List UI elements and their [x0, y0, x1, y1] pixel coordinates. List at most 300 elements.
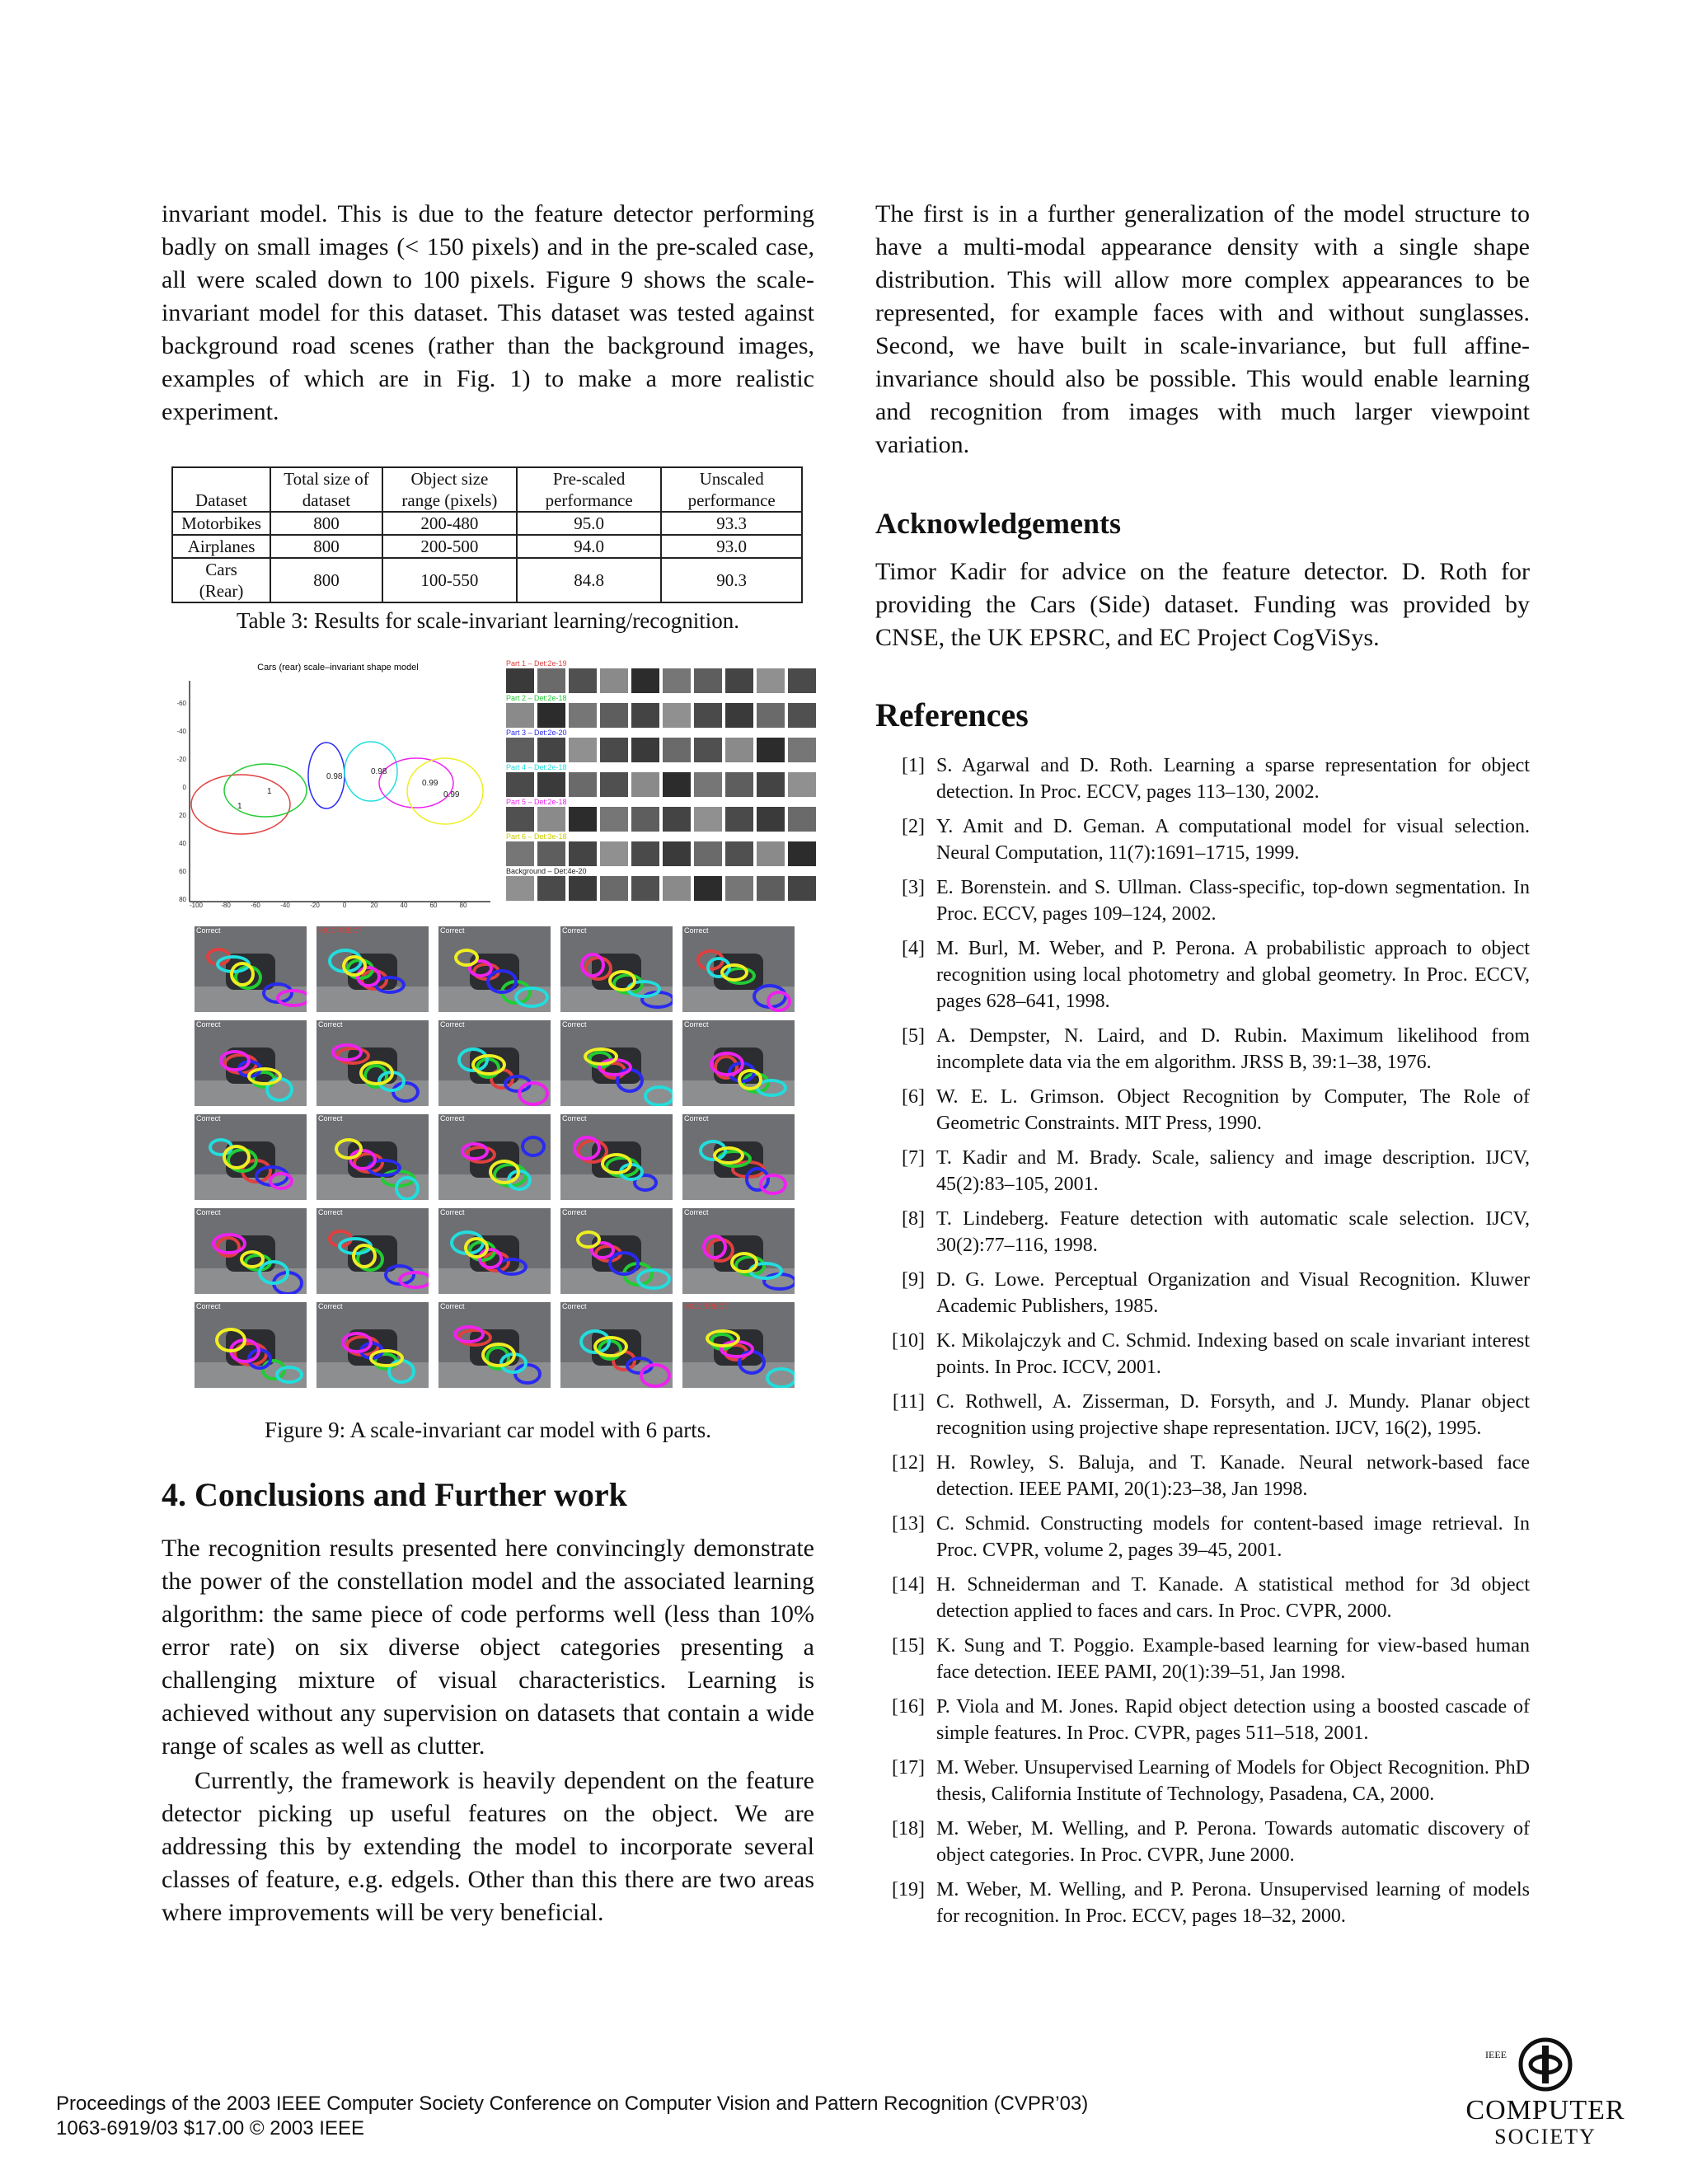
detection-thumbnail: [195, 1020, 307, 1106]
detection-ellipse: [212, 1233, 246, 1254]
table-cell: Cars (Rear): [172, 558, 270, 602]
x-tick-label: 80: [459, 902, 467, 908]
x-tick-label: -80: [221, 902, 231, 908]
thumbnail-label: Correct: [684, 1208, 709, 1216]
detection-thumbnail: [316, 1302, 429, 1388]
reference-item: [875, 1633, 1530, 1685]
thumbnail-label: Correct: [562, 1114, 587, 1122]
feature-patch: [663, 876, 691, 901]
feature-patch: [725, 772, 753, 797]
reference-number: [9]: [902, 1269, 925, 1291]
feature-patch: [569, 841, 597, 866]
reference-text: M. Weber, M. Welling, and P. Perona. Unsupervised learning of models for recognition. In Proc. ECCV, pages 18–32, 2000.: [936, 1879, 1530, 1927]
table-caption: Table 3: Results for scale-invariant learning/recognition.: [237, 608, 739, 633]
detection-ellipse: [518, 1081, 549, 1106]
part-label: Part 3 – Det:2e-20: [506, 729, 567, 737]
ellipse-label: 1: [267, 787, 272, 796]
table-cell: 800: [270, 535, 382, 558]
future-work-paragraph: The first is in a further generalization of the model structure to have a multi-modal appearance density with a single shape distribution. This will allow more complex appearances to be represented, for example faces with and without sunglasses. Second, we have built in scale-invariance, but full affine-invariance should also be possible. This would enable learning and recognition from images with much larger viewpoint variation.: [875, 200, 1530, 458]
detection-ellipse: [580, 953, 605, 977]
ieee-logo-icon: [1517, 2036, 1574, 2093]
part-label: Part 2 – Det:2e-18: [506, 694, 567, 702]
detection-ellipse: [215, 1328, 246, 1352]
table-row: [172, 535, 802, 558]
table-header: Dataset: [172, 467, 270, 512]
feature-patch: [506, 876, 534, 901]
reference-item: [875, 1694, 1530, 1746]
thumbnail-label: Correct: [684, 1114, 709, 1122]
detection-thumbnail: [438, 1302, 551, 1388]
feature-patch: [788, 738, 816, 762]
reference-item: [875, 1816, 1530, 1868]
left-column: [162, 198, 814, 429]
reference-number: [2]: [902, 816, 925, 837]
table-cell: 800: [270, 512, 382, 535]
conclusions-section: [162, 1475, 814, 1929]
feature-patch: [537, 772, 565, 797]
reference-item: [875, 813, 1530, 866]
feature-patch: [663, 703, 691, 728]
feature-patch: [663, 772, 691, 797]
figure-caption: Figure 9: A scale-invariant car model with 6 parts.: [264, 1418, 712, 1442]
reference-item: [875, 1755, 1530, 1807]
feature-patch: [600, 738, 628, 762]
detection-ellipse: [359, 1061, 394, 1085]
detection-thumbnails: [195, 926, 798, 1393]
detection-ellipse: [608, 970, 636, 991]
x-tick-label: 0: [342, 902, 347, 908]
detection-thumbnail: [195, 926, 307, 1012]
thumbnail-label: Correct: [562, 1302, 587, 1310]
detection-ellipse: [395, 1176, 420, 1200]
reference-item: [875, 1389, 1530, 1441]
feature-patch: [788, 703, 816, 728]
reference-item: [875, 1206, 1530, 1258]
feature-patch: [725, 841, 753, 866]
detection-thumbnail: [682, 1114, 795, 1200]
reference-item: [875, 1023, 1530, 1076]
table-cell: Airplanes: [172, 535, 270, 558]
detection-ellipse: [584, 1047, 618, 1066]
thumbnail-label: Correct: [440, 1114, 465, 1122]
table-row: [172, 512, 802, 535]
feature-patch: [788, 668, 816, 693]
table-cell: 93.0: [661, 535, 802, 558]
x-tick-label: 60: [429, 902, 438, 908]
detection-thumbnail: [560, 1208, 673, 1294]
reference-text: H. Schneiderman and T. Kanade. A statistical method for 3d object detection applied to faces and cars. In Proc. CVPR, 2000.: [936, 1574, 1530, 1622]
reference-number: [15]: [892, 1635, 925, 1657]
detection-ellipse: [230, 962, 255, 987]
feature-patch: [788, 772, 816, 797]
detection-ellipse: [720, 963, 748, 982]
logo-society-text: SOCIETY: [1494, 2125, 1597, 2149]
reference-number: [8]: [902, 1208, 925, 1230]
reference-item: [875, 1145, 1530, 1197]
detection-ellipse: [276, 989, 307, 1007]
feature-patch: [569, 772, 597, 797]
thumbnail-label: Correct: [318, 1302, 343, 1310]
intro-paragraph: invariant model. This is due to the feature detector performing badly on small images (< 150 pixels) and in the pre-scaled case, all were scaled down to 100 pixels. Figure 9 shows the scale-invariant model for this dataset. This dataset was tested against background road scenes (rather than the background images, examples of which are in Fig. 1) to make a more realistic experiment.: [162, 200, 814, 425]
footer: [56, 2092, 1088, 2141]
feature-patch: [506, 668, 534, 693]
y-tick-label: 40: [179, 840, 186, 847]
detection-thumbnail: [195, 1114, 307, 1200]
table-cell: 800: [270, 558, 382, 602]
reference-number: [17]: [892, 1757, 925, 1779]
detection-ellipse: [331, 1043, 363, 1062]
reference-text: K. Sung and T. Poggio. Example-based learning for view-based human face detection. IEEE PAMI, 20(1):39–51, Jan 1998.: [936, 1635, 1530, 1683]
detection-ellipse: [573, 1136, 601, 1160]
reference-text: S. Agarwal and D. Roth. Learning a sparse representation for object detection. In Proc. ECCV, pages 113–130, 2002.: [936, 755, 1530, 803]
detection-ellipse: [713, 1146, 744, 1165]
feature-patch: [694, 807, 722, 832]
feature-patch: [537, 668, 565, 693]
feature-patch: [694, 738, 722, 762]
feature-patch: [631, 703, 659, 728]
thumbnail-label: Correct: [196, 1114, 221, 1122]
y-tick-label: 80: [179, 896, 186, 903]
reference-number: [18]: [892, 1818, 925, 1840]
reference-number: [5]: [902, 1025, 925, 1047]
section-title: 4. Conclusions and Further work: [162, 1476, 627, 1513]
conclusion-paragraph-1: The recognition results presented here convincingly demonstrate the power of the constellation model and the associated learning algorithm: the same piece of code performs well (less than 10% error rate) on six diverse object categories presenting a challenging mixture of visual characteristics. Learning is achieved without any supervision on datasets that contain a wide range of scales as well as clutter.: [162, 1535, 814, 1760]
shape-model-svg: [165, 656, 503, 908]
feature-patch: [506, 772, 534, 797]
y-tick-label: 0: [182, 784, 186, 791]
detection-ellipse: [219, 1050, 251, 1071]
results-table-container: [171, 466, 803, 603]
detection-ellipse: [521, 1136, 546, 1157]
thumbnail-label: Correct: [684, 1020, 709, 1029]
feature-patch: [569, 738, 597, 762]
references-list: [875, 752, 1530, 1929]
part-label: Part 1 – Det:2e-19: [506, 659, 567, 668]
detection-ellipse: [464, 1237, 489, 1258]
feature-patch: [631, 807, 659, 832]
feature-patch: [600, 876, 628, 901]
x-tick-label: -100: [189, 902, 204, 908]
feature-patch: [663, 668, 691, 693]
ellipse-label: 0.99: [443, 790, 460, 799]
detection-ellipse: [341, 1332, 373, 1353]
reference-text: H. Rowley, S. Baluja, and T. Kanade. Neural network-based face detection. IEEE PAMI, 20(1):23–38, Jan 1998.: [936, 1452, 1530, 1500]
table-header: Total size of dataset: [270, 467, 382, 512]
feature-patch: [663, 807, 691, 832]
thumbnail-label: Correct: [562, 926, 587, 935]
reference-text: M. Weber. Unsupervised Learning of Models for Object Recognition. PhD thesis, California Institute of Technology, Pasadena, CA, 2000.: [936, 1757, 1530, 1805]
detection-thumbnail: [682, 926, 795, 1012]
table-cell: 100-550: [382, 558, 517, 602]
reference-item: [875, 1450, 1530, 1502]
reference-text: Y. Amit and D. Geman. A computational model for visual selection. Neural Computation, 11(7):1691–1715, 1999.: [936, 816, 1530, 864]
thumbnail-label: Correct: [318, 1208, 343, 1216]
reference-item: [875, 1572, 1530, 1624]
detection-ellipse: [593, 1336, 628, 1357]
thumbnail-label: Correct: [318, 1114, 343, 1122]
reference-text: M. Weber, M. Welling, and P. Perona. Towards automatic discovery of object categories. In Proc. CVPR, June 2000.: [936, 1818, 1530, 1866]
detection-ellipse: [461, 1142, 489, 1160]
table-header: Pre-scaled performance: [517, 467, 661, 512]
thumbnail-label: Correct: [684, 926, 709, 935]
feature-patch: [757, 772, 785, 797]
shape-model-plot: [165, 656, 503, 908]
feature-patch: [506, 841, 534, 866]
detection-thumbnail: [682, 1020, 795, 1106]
detection-ellipse: [335, 1138, 363, 1160]
reference-text: T. Kadir and M. Brady. Scale, saliency and image description. IJCV, 45(2):83–105, 2001.: [936, 1147, 1530, 1195]
detection-ellipse: [766, 1367, 795, 1388]
feature-patch: [506, 738, 534, 762]
feature-patch: [757, 841, 785, 866]
part-label: Background – Det:4e-20: [506, 867, 587, 875]
detection-thumbnail: [316, 1020, 429, 1106]
detection-ellipse: [481, 1343, 516, 1367]
feature-patch: [725, 703, 753, 728]
table-cell: 84.8: [517, 558, 661, 602]
feature-patch: [663, 738, 691, 762]
table-header-row: [172, 467, 802, 512]
x-tick-label: -60: [251, 902, 260, 908]
detection-ellipse: [269, 1172, 293, 1190]
detection-ellipse: [453, 1325, 485, 1343]
feature-patch: [600, 841, 628, 866]
x-tick-label: 40: [400, 902, 408, 908]
detection-ellipse: [702, 1235, 727, 1259]
reference-text: K. Mikolajczyk and C. Schmid. Indexing based on scale invariant interest points. In Proc. ICCV, 2001.: [936, 1330, 1530, 1378]
feature-patch: [788, 876, 816, 901]
feature-patch: [757, 807, 785, 832]
detection-ellipse: [730, 1252, 758, 1273]
reference-number: [19]: [892, 1879, 925, 1900]
feature-patch: [631, 841, 659, 866]
results-table: [171, 466, 803, 603]
detection-ellipse: [644, 1085, 673, 1106]
table-header: Unscaled performance: [661, 467, 802, 512]
reference-number: [13]: [892, 1513, 925, 1535]
detection-ellipse: [489, 1160, 520, 1184]
thumbnail-label: Correct: [196, 926, 221, 935]
y-tick-label: -40: [176, 728, 186, 735]
feature-patch: [631, 738, 659, 762]
feature-patch: [537, 807, 565, 832]
detection-ellipse: [398, 1271, 429, 1289]
detection-ellipse: [514, 987, 549, 1008]
detection-ellipse: [710, 1052, 744, 1076]
reference-item: [875, 1877, 1530, 1929]
feature-patch: [725, 807, 753, 832]
reference-item: [875, 935, 1530, 1015]
table-header: Object size range (pixels): [382, 467, 517, 512]
table-cell: 95.0: [517, 512, 661, 535]
logo-ieee-text: IEEE: [1485, 2049, 1507, 2060]
feature-patch: [757, 876, 785, 901]
detection-thumbnail: [195, 1208, 307, 1294]
reference-item: [875, 1084, 1530, 1137]
acknowledgements-text: Timor Kadir for advice on the feature detector. D. Roth for providing the Cars (Side) dataset. Funding was provided by CNSE, the UK EPSRC, and EC Project CogViSys.: [875, 558, 1530, 651]
reference-number: [4]: [902, 938, 925, 959]
feature-patch: [506, 807, 534, 832]
reference-number: [11]: [892, 1391, 925, 1413]
detection-ellipse: [352, 1244, 377, 1268]
thumbnail-label: Correct: [440, 1020, 465, 1029]
table-cell: 90.3: [661, 558, 802, 602]
feature-patch: [788, 841, 816, 866]
reference-text: M. Burl, M. Weber, and P. Perona. A probabilistic approach to object recognition using local photometry and global geometry. In Proc. ECCV, pages 628–641, 1998.: [936, 938, 1530, 1012]
detection-thumbnail: [316, 1208, 429, 1294]
detection-thumbnail: [195, 1302, 307, 1388]
reference-text: P. Viola and M. Jones. Rapid object detection using a boosted cascade of simple features. In Proc. CVPR, pages 511–518, 2001.: [936, 1696, 1530, 1744]
detection-thumbnail: [438, 1114, 551, 1200]
references-title: References: [875, 696, 1029, 733]
detection-ellipse: [576, 1230, 601, 1249]
feature-patch: [537, 738, 565, 762]
thumbnail-label: Correct: [196, 1208, 221, 1216]
feature-patch: [694, 668, 722, 693]
reference-item: [875, 1328, 1530, 1380]
thumbnail-label: INCORRECT: [318, 926, 363, 935]
detection-thumbnail: [438, 1020, 551, 1106]
feature-patch: [569, 668, 597, 693]
logo-computer-text: COMPUTER: [1465, 2095, 1625, 2125]
part-label: Part 6 – Det:3e-18: [506, 832, 567, 841]
table-cell: 200-500: [382, 535, 517, 558]
x-tick-label: -20: [310, 902, 320, 908]
thumbnail-label: Correct: [196, 1302, 221, 1310]
detection-thumbnail: [560, 926, 673, 1012]
reference-item: [875, 1267, 1530, 1319]
reference-text: C. Schmid. Constructing models for content-based image retrieval. In Proc. CVPR, volume 2, pages 39–45, 2001.: [936, 1513, 1530, 1561]
feature-patch: [569, 703, 597, 728]
thumbnail-label: Correct: [440, 1208, 465, 1216]
y-tick-label: 20: [179, 812, 186, 819]
x-tick-label: 20: [370, 902, 378, 908]
part-ellipse: [379, 758, 453, 808]
plot-title: Cars (rear) scale–invariant shape model: [257, 663, 419, 673]
y-tick-label: -60: [176, 700, 186, 707]
part-label: Part 5 – Det:2e-18: [506, 798, 567, 806]
right-column: [875, 198, 1530, 1938]
detection-ellipse: [454, 949, 479, 967]
reference-text: E. Borenstein. and S. Ullman. Class-specific, top-down segmentation. In Proc. ECCV, pages 109–124, 2002.: [936, 877, 1530, 925]
detection-thumbnail: [560, 1020, 673, 1106]
feature-patch: [631, 668, 659, 693]
detection-ellipse: [759, 1174, 787, 1195]
feature-patch: [663, 841, 691, 866]
x-tick-label: -40: [280, 902, 290, 908]
part-patches: [504, 659, 818, 907]
acknowledgements-title: Acknowledgements: [875, 507, 1121, 540]
thumbnail-label: INCORRECT: [684, 1302, 729, 1310]
table-cell: Motorbikes: [172, 512, 270, 535]
footer-copyright: 1063-6919/03 $17.00 © 2003 IEEE: [56, 2117, 364, 2139]
detection-thumbnail: [438, 1208, 551, 1294]
feature-patch: [631, 772, 659, 797]
feature-patch: [631, 876, 659, 901]
reference-number: [6]: [902, 1086, 925, 1108]
ellipse-label: 1: [237, 802, 242, 811]
reference-number: [16]: [892, 1696, 925, 1718]
feature-patch: [725, 738, 753, 762]
ellipse-label: 0.98: [371, 767, 387, 776]
detection-thumbnail: [438, 926, 551, 1012]
reference-item: [875, 874, 1530, 927]
feature-patch: [537, 841, 565, 866]
reference-number: [12]: [892, 1452, 925, 1474]
detection-ellipse: [247, 1067, 282, 1085]
reference-number: [7]: [902, 1147, 925, 1169]
thumbnail-label: Correct: [562, 1208, 587, 1216]
thumbnail-label: Correct: [318, 1020, 343, 1029]
reference-text: T. Lindeberg. Feature detection with automatic scale selection. IJCV, 30(2):77–116, 1998.: [936, 1208, 1530, 1256]
detection-ellipse: [369, 1349, 404, 1367]
reference-item: [875, 1511, 1530, 1563]
reference-text: C. Rothwell, A. Zisserman, D. Forsyth, and J. Mundy. Planar object recognition using projective shape representation. IJCV, 16(2), 1995.: [936, 1391, 1530, 1439]
detection-thumbnail: [560, 1302, 673, 1388]
feature-patch: [788, 807, 816, 832]
table-cell: 200-480: [382, 512, 517, 535]
ieee-computer-society-logo: [1459, 2036, 1632, 2149]
feature-patch: [694, 772, 722, 797]
feature-patch: [694, 876, 722, 901]
detection-ellipse: [601, 1153, 632, 1174]
feature-patch: [694, 841, 722, 866]
feature-patch: [600, 807, 628, 832]
detection-ellipse: [636, 1268, 671, 1290]
detection-ellipse: [342, 955, 367, 977]
feature-patch: [569, 807, 597, 832]
thumbnail-label: Correct: [440, 1302, 465, 1310]
feature-patch: [725, 876, 753, 901]
thumbnail-label: Correct: [440, 926, 465, 935]
feature-patch: [725, 668, 753, 693]
detection-thumbnail: [682, 1208, 795, 1294]
footer-proceedings: Proceedings of the 2003 IEEE Computer Society Conference on Computer Vision and Pattern Recognition (CVPR’03): [56, 2093, 1089, 2115]
reference-item: [875, 752, 1530, 805]
feature-patch: [757, 703, 785, 728]
detection-ellipse: [640, 1363, 671, 1388]
detection-thumbnail: [316, 926, 429, 1012]
feature-patch: [757, 668, 785, 693]
feature-patch: [600, 668, 628, 693]
table-row: [172, 558, 802, 602]
detection-ellipse: [223, 1145, 251, 1169]
y-tick-label: 60: [179, 868, 186, 875]
table-cell: 93.3: [661, 512, 802, 535]
feature-patch: [600, 772, 628, 797]
reference-number: [1]: [902, 755, 925, 776]
reference-text: W. E. L. Grimson. Object Recognition by Computer, The Role of Geometric Constraints. MIT Press, 1990.: [936, 1086, 1530, 1134]
detection-ellipse: [706, 1329, 740, 1347]
feature-patch: [757, 738, 785, 762]
reference-number: [3]: [902, 877, 925, 898]
ellipse-label: 0.98: [326, 772, 343, 781]
part-label: Part 4 – Det:2e-18: [506, 763, 567, 771]
ellipse-label: 0.99: [422, 779, 438, 788]
detection-ellipse: [240, 1250, 265, 1268]
feature-patch: [506, 703, 534, 728]
feature-patch: [537, 703, 565, 728]
detection-thumbnail: [560, 1114, 673, 1200]
feature-patch: [600, 703, 628, 728]
reference-text: A. Dempster, N. Laird, and D. Rubin. Maximum likelihood from incomplete data via the em algorithm. JRSS B, 39:1–38, 1976.: [936, 1025, 1530, 1073]
table-cell: 94.0: [517, 535, 661, 558]
conclusion-paragraph-2: Currently, the framework is heavily dependent on the feature detector picking up useful features on the object. We are addressing this by extending the model to incorporate several classes of feature, e.g. edgels. Other than this there are two areas where improvements will be very beneficial.: [162, 1767, 814, 1926]
detection-ellipse: [471, 1054, 506, 1076]
detection-ellipse: [767, 991, 791, 1012]
feature-patch: [694, 703, 722, 728]
thumbnail-label: Correct: [562, 1020, 587, 1029]
